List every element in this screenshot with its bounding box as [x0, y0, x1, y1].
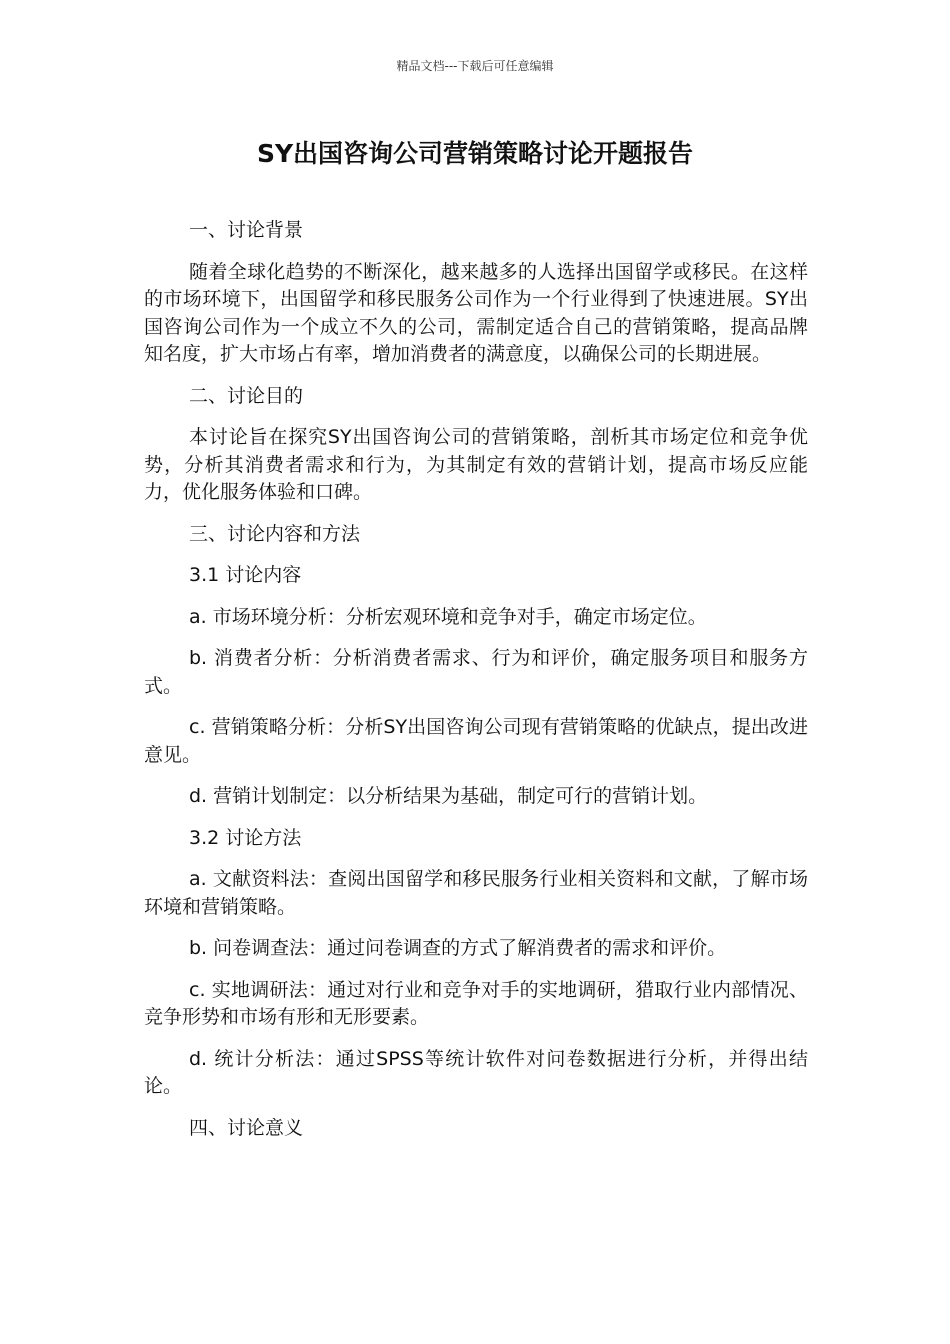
list-item-method-a: a. 文献资料法：查阅出国留学和移民服务行业相关资料和文献，了解市场环境和营销策略。 — [144, 868, 808, 918]
list-item-content-d: d. 营销计划制定：以分析结果为基础，制定可行的营销计划。 — [189, 785, 708, 807]
list-item-method-b: b. 问卷调查法：通过问卷调查的方式了解消费者的需求和评价。 — [189, 937, 727, 959]
subsection-heading-method: 3.2 讨论方法 — [189, 826, 302, 849]
list-item-method-c: c. 实地调研法：通过对行业和竞争对手的实地调研，猎取行业内部情况、竞争形势和市场有形和无形要素。 — [144, 978, 808, 1028]
section-heading-significance: 四、讨论意义 — [189, 1116, 304, 1139]
list-item-method-d: d. 统计分析法：通过SPSS等统计软件对问卷数据进行分析，并得出结论。 — [144, 1047, 808, 1097]
subsection-heading-content: 3.1 讨论内容 — [189, 564, 302, 586]
header-note: 精品文档---下载后可任意编辑 — [396, 59, 554, 73]
document-title: SY出国咨询公司营销策略讨论开题报告 — [256, 139, 694, 168]
document-body — [144, 217, 808, 1156]
section-heading-content-method: 三、讨论内容和方法 — [189, 522, 361, 545]
list-item-content-a: a. 市场环境分析：分析宏观环境和竞争对手，确定市场定位。 — [189, 605, 707, 628]
section-heading-background: 一、讨论背景 — [189, 219, 304, 241]
paragraph-background: 随着全球化趋势的不断深化，越来越多的人选择出国留学或移民。在这样的市场环境下，出国留学和移民服务公司作为一个行业得到了快速进展。SY出国咨询公司作为一个成立不久的公司，需制定适合自己的营销策略，提高品牌知名度，扩大市场占有率，增加消费者的满意度，以确保公司的长期进展。 — [144, 260, 808, 365]
paragraph-purpose: 本讨论旨在探究SY出国咨询公司的营销策略，剖析其市场定位和竞争优势，分析其消费者需求和行为，为其制定有效的营销计划，提高市场反应能力，优化服务体验和口碑。 — [144, 426, 808, 503]
list-item-content-c: c. 营销策略分析：分析SY出国咨询公司现有营销策略的优缺点，提出改进意见。 — [144, 716, 808, 766]
list-item-content-b: b. 消费者分析：分析消费者需求、行为和评价，确定服务项目和服务方式。 — [144, 647, 808, 697]
section-heading-purpose: 二、讨论目的 — [189, 384, 304, 407]
